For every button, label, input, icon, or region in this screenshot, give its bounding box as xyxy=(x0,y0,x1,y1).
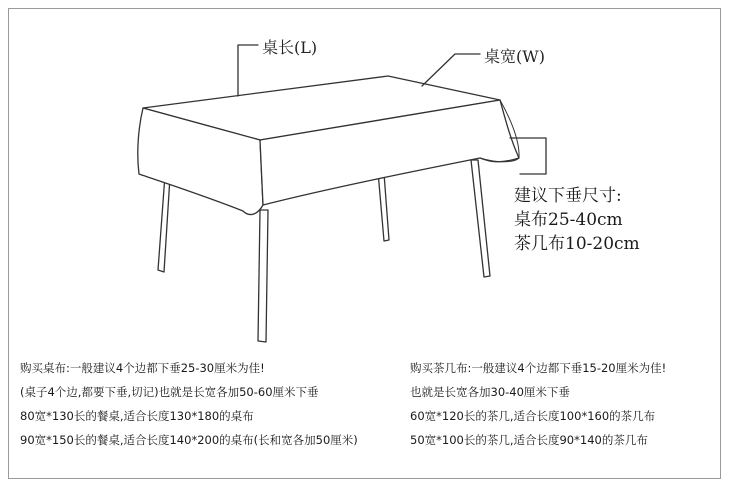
tips-line: 50宽*100长的茶几,适合长度90*140的茶几布 xyxy=(410,433,648,447)
table-length-label: 桌长(L) xyxy=(262,38,318,57)
tips-line: (桌子4个边,都要下垂,切记)也就是长宽各加50-60厘米下垂 xyxy=(20,385,319,399)
table-leg-front-left xyxy=(158,175,170,272)
table-width-label: 桌宽(W) xyxy=(484,47,545,66)
tips-line: 80宽*130长的餐桌,适合长度130*180的桌布 xyxy=(20,409,254,423)
table-leg-back-far xyxy=(471,160,490,277)
drop-note-title: 建议下垂尺寸: xyxy=(514,186,622,206)
tips-line: 也就是长宽各加30-40厘米下垂 xyxy=(410,385,570,399)
tips-line: 购买茶几布:一般建议4个边都下垂15-20厘米为佳! xyxy=(410,361,667,375)
tips-line: 90宽*150长的餐桌,适合长度140*200的桌布(长和宽各加50厘米) xyxy=(20,433,358,447)
table-leg-front-right xyxy=(258,210,268,342)
tips-tablecloth xyxy=(20,356,358,452)
width-leader-line xyxy=(422,54,480,86)
tips-line: 60宽*120长的茶几,适合长度100*160的茶几布 xyxy=(410,409,656,423)
tips-tea-table xyxy=(410,356,666,452)
tips-line: 购买桌布:一般建议4个边都下垂25-30厘米为佳! xyxy=(20,361,265,375)
drop-note xyxy=(514,184,640,256)
drop-note-tablecloth: 桌布25-40cm xyxy=(514,210,623,230)
length-leader-line xyxy=(238,45,258,96)
drop-note-tea-table: 茶几布10-20cm xyxy=(514,234,640,254)
